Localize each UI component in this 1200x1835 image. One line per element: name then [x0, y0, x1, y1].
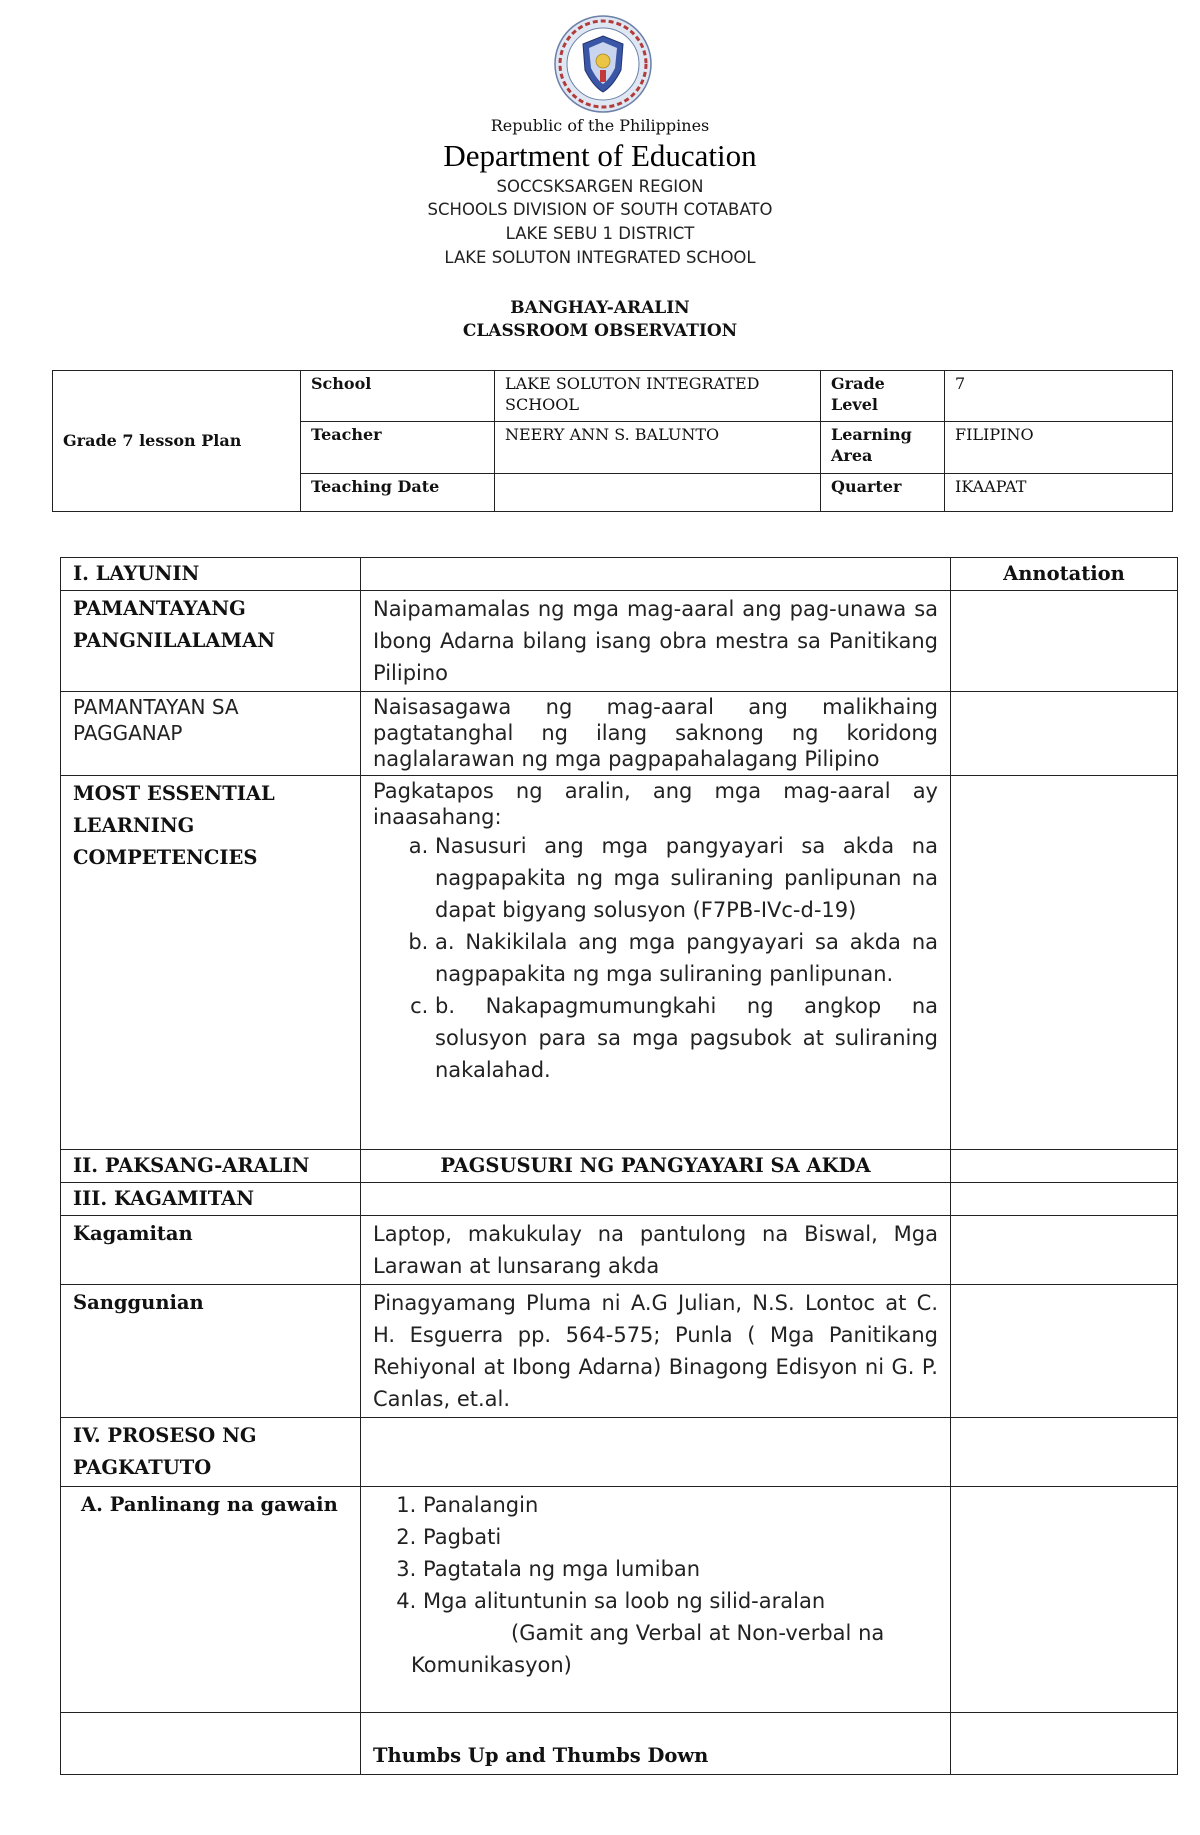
panlinang-note-1: (Gamit ang Verbal at Non-verbal na — [511, 1621, 885, 1645]
school-value: LAKE SOLUTON INTEGRATED SCHOOL — [495, 371, 821, 422]
table-row — [61, 1713, 1178, 1775]
pamantayang-text: Naipamamalas ng mga mag-aaral ang pag-unawa sa Ibong Adarna bilang isang obra mestra sa Panitikang Pilipino — [361, 591, 951, 692]
table-row — [61, 776, 1178, 1150]
department-title: Department of Education — [443, 138, 757, 173]
thumbs-activity: Thumbs Up and Thumbs Down — [361, 1713, 951, 1775]
list-item: a. Nasusuri ang mga pangyayari sa akda na nagpapakita ng mga suliraning panlipunan na dapat bigyang solusyon (F7PB-IVc-d-19) — [435, 830, 938, 926]
melc-content — [361, 776, 951, 1150]
republic-line: Republic of the Philippines — [490, 116, 710, 135]
proseso-label: IV. PROSESO NG PAGKATUTO — [61, 1418, 361, 1487]
teacher-value: NEERY ANN S. BALUNTO — [495, 422, 821, 473]
doc-subtitle: CLASSROOM OBSERVATION — [462, 321, 738, 341]
panlinang-list — [373, 1489, 938, 1617]
panlinang-label: A. Panlinang na gawain — [81, 1493, 338, 1516]
grade-level-value: 7 — [945, 371, 1173, 422]
table-row — [61, 692, 1178, 776]
panlinang-note-2: Komunikasyon) — [411, 1653, 572, 1677]
sanggunian-label: Sanggunian — [61, 1285, 361, 1418]
sanggunian-text: Pinagyamang Pluma ni A.G Julian, N.S. Lontoc at C. H. Esguerra pp. 564-575; Punla ( Mga Panitikang Rehiyonal at Ibong Adarna) Binagong Edisyon ni G. P. Canlas, et.al. — [361, 1285, 951, 1418]
division-line: SCHOOLS DIVISION OF SOUTH COTABATO — [427, 200, 773, 219]
list-item: 1. Panalangin — [423, 1489, 938, 1521]
list-item: 3. Pagtatala ng mga lumiban — [423, 1553, 938, 1585]
melc-intro: Pagkatapos ng aralin, ang mga mag-aaral ay inaasahang: — [373, 779, 938, 829]
paksa-label: II. PAKSANG-ARALIN — [61, 1150, 361, 1183]
quarter-label: Quarter — [821, 473, 945, 511]
teacher-label: Teacher — [301, 422, 495, 473]
melc-list — [373, 830, 938, 1086]
table-row — [61, 591, 1178, 692]
learning-area-label: Learning Area — [821, 422, 945, 473]
lesson-plan-label: Grade 7 lesson Plan — [53, 371, 301, 512]
paksa-text: PAGSUSURI NG PANGYAYARI SA AKDA — [361, 1150, 951, 1183]
table-row — [61, 1487, 1178, 1713]
annotation-header: Annotation — [951, 558, 1178, 591]
list-item: 4. Mga alituntunin sa loob ng silid-aralan — [423, 1585, 938, 1617]
district-line: LAKE SEBU 1 DISTRICT — [505, 224, 695, 243]
doc-title: BANGHAY-ARALIN — [510, 298, 690, 318]
teaching-date-value — [495, 473, 821, 511]
table-row — [61, 558, 1178, 591]
kagamitan-text: Laptop, makukulay na pantulong na Biswal, Mga Larawan at lunsarang akda — [361, 1216, 951, 1285]
table-row — [61, 1216, 1178, 1285]
region-line: SOCCSKSARGEN REGION — [496, 177, 704, 196]
school-label: School — [301, 371, 495, 422]
panlinang-cell — [61, 1487, 361, 1713]
list-item: 2. Pagbati — [423, 1521, 938, 1553]
lesson-plan-table — [60, 557, 1178, 1775]
table-row — [61, 1418, 1178, 1487]
table-row — [61, 1285, 1178, 1418]
pagganap-label: PAMANTAYAN SA PAGGANAP — [61, 692, 361, 776]
layunin-header: I. LAYUNIN — [61, 558, 361, 591]
list-item: c. b. Nakapagmumungkahi ng angkop na solusyon para sa mga pagsubok at suliraning nakalahad. — [435, 990, 938, 1086]
pamantayang-label: PAMANTAYANG PANGNILALAMAN — [61, 591, 361, 692]
table-row — [61, 1183, 1178, 1216]
learning-area-value: FILIPINO — [945, 422, 1173, 473]
melc-label: MOST ESSENTIAL LEARNING COMPETENCIES — [61, 776, 361, 1150]
quarter-value: IKAAPAT — [945, 473, 1173, 511]
pagganap-text: Naisasagawa ng mag-aaral ang malikhaing pagtatanghal ng ilang saknong ng koridong naglalarawan ng mga pagpapahalagang Pilipino — [361, 692, 951, 776]
school-line: LAKE SOLUTON INTEGRATED SCHOOL — [444, 248, 756, 267]
teaching-date-label: Teaching Date — [301, 473, 495, 511]
panlinang-content — [361, 1487, 951, 1713]
table-row — [61, 1150, 1178, 1183]
kagamitan-header: III. KAGAMITAN — [61, 1183, 361, 1216]
kagamitan-label: Kagamitan — [61, 1216, 361, 1285]
list-item: b. a. Nakikilala ang mga pangyayari sa akda na nagpapakita ng mga suliraning panlipunan. — [435, 926, 938, 990]
grade-level-label: Grade Level — [821, 371, 945, 422]
deped-seal-icon — [553, 14, 653, 114]
info-table — [52, 370, 1173, 512]
